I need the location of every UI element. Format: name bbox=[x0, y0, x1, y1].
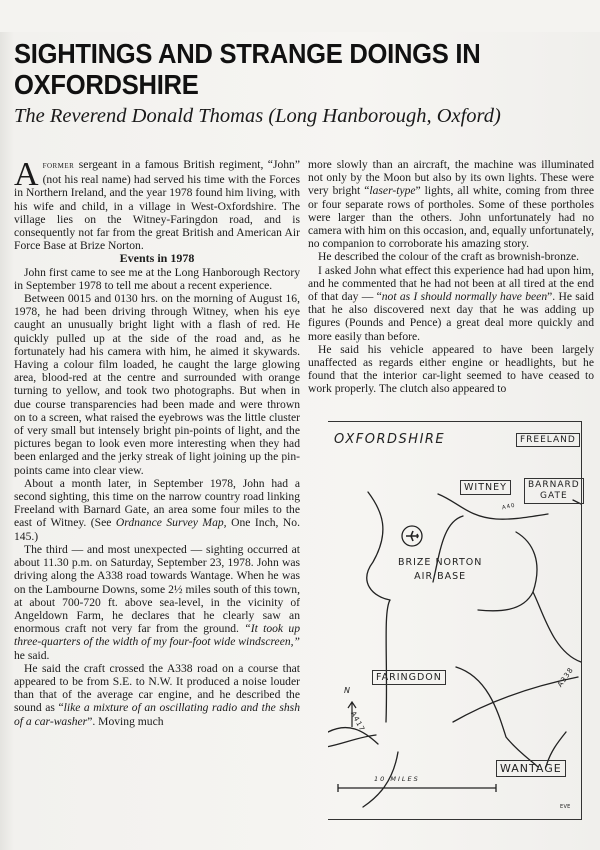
drop-cap: A bbox=[14, 156, 39, 193]
article-byline: The Reverend Donald Thomas (Long Hanborough, Oxford) bbox=[14, 105, 501, 127]
map-north-label: N bbox=[344, 686, 351, 695]
text-run: more slowly than an aircraft, the machine was illuminated not only by the Moon but also by its own lights. These were very bright “ bbox=[308, 158, 594, 198]
text-run: ”. Moving much bbox=[87, 714, 164, 728]
barnard-line-1: BARNARD bbox=[528, 480, 580, 490]
text-run: The third — and most unexpected — sighting occurred at about 11.30 p.m. on Saturday, September 23, 1978. John was driving along the A338 road towards Wantage. When he was on the Lambourne Downs, some 2½ miles south of this town, at about 700-720 ft. above sea-level, in the vicinity of Angeldown Farm, he declares that he clearly saw an enormous craft not very far from the ground. bbox=[14, 542, 300, 636]
section-heading: Events in 1978 bbox=[119, 251, 195, 266]
paragraph bbox=[308, 158, 594, 250]
map-label-barnard-gate bbox=[524, 478, 584, 504]
intro-paragraph bbox=[14, 158, 300, 252]
paragraph bbox=[14, 543, 300, 662]
brize-line-1: BRIZE NORTON bbox=[398, 557, 483, 568]
scale-bar bbox=[338, 784, 496, 792]
map-label-witney: WITNEY bbox=[460, 480, 511, 495]
paragraph: Between 0015 and 0130 hrs. on the morning of August 16, 1978, he had been driving through Witney, when his eye caught an unusually bright light with a flash of red. He quickly pulled up at the side of the road and, as he fortunately had his camera with him, he aimed it skywards. Having a colour film loaded, he caught the large glowing area, blood-red at the centre and surrounded with orange turning to yellow, and took two photographs. But when in due course transparencies had been made and were thrown on to a screen, what raised the eyebrows was the little cluster of very small but intensely bright pin-points of light, and the pictures began to look even more interesting when they had been enlarged and the jerky streak of light joining up the pin-points came into clear view. bbox=[14, 292, 300, 477]
italic-run: like a mixture of an oscillating radio and the shsh of a car-washer bbox=[14, 701, 300, 728]
map-label-brize-norton bbox=[398, 556, 482, 584]
barnard-line-2: GATE bbox=[540, 491, 568, 501]
text-run: ”. He said that he also discovered next day that he was adding up figures (Pounds and Pence) a great deal more quickly and more easily than before. bbox=[308, 290, 594, 343]
airplane-icon bbox=[402, 526, 422, 546]
map-scale-label: 10 MILES bbox=[374, 775, 420, 783]
map-label-faringdon: FARINGDON bbox=[372, 670, 446, 685]
text-run: he said. bbox=[14, 648, 50, 662]
paragraph: John first came to see me at the Long Hanborough Rectory in September 1978 to tell me about a recent experience. bbox=[14, 265, 300, 292]
text-run: One Inch, No. 145.) bbox=[14, 516, 300, 543]
text-run: I asked John what effect this experience had had upon him, and he commented that he had not been at all tired at the end of that day — “ bbox=[308, 263, 594, 304]
paragraph bbox=[308, 264, 594, 343]
article-title: SIGHTINGS AND STRANGE DOINGS IN OXFORDSHIRE bbox=[14, 38, 481, 100]
text-run: About a month later, in September 1978, John had a second sighting, this time on the narrow country road linking Freeland with Barnard Gate, an area some four miles to the east of Witney. (See bbox=[14, 476, 300, 530]
brize-line-2: AIR BASE bbox=[414, 571, 467, 582]
italic-run: “It took up three-quarters of the width of my four-foot wide windscreen,” bbox=[14, 622, 300, 649]
paragraph bbox=[14, 477, 300, 543]
paragraph bbox=[14, 662, 300, 728]
left-column bbox=[14, 158, 300, 728]
italic-run: laser-type bbox=[369, 184, 416, 198]
text-run: He said the craft crossed the A338 road on a course that appeared to be from S.E. to N.W. It produced a noise louder than that of the average car engine, and he described the sound as “ bbox=[14, 661, 300, 715]
map-road-a417: A417 bbox=[348, 710, 367, 734]
intro-text: sergeant in a famous British regiment, “John” (not his real name) had served his time with the Forces in Northern Ireland, and the year 1978 found him living, with his wife and child, in a village in West-Oxfordshire. The village lies on the Witney-Faringdon road, and is consequently not far from the great British and American Air Force Base at Brize Norton. bbox=[14, 158, 300, 253]
sketch-map bbox=[328, 421, 582, 820]
italic-run: Ordnance Survey Map, bbox=[115, 516, 227, 530]
paragraph: He said his vehicle appeared to have been largely unaffected as regards either engine or headlights, but he found that the interior car-light seemed to have ceased to work properly. The clutch also appeared to bbox=[308, 342, 594, 396]
intro-smallcaps: former bbox=[42, 161, 75, 171]
map-label-wantage: WANTAGE bbox=[496, 760, 566, 777]
map-signature: EVE bbox=[560, 804, 571, 810]
italic-run: not as I should normally have been bbox=[381, 290, 548, 304]
map-label-freeland: FREELAND bbox=[516, 433, 580, 447]
map-road-a338: A338 bbox=[556, 665, 576, 689]
map-county-label: OXFORDSHIRE bbox=[334, 432, 446, 447]
text-run: ” lights, all white, coming from three or four separate rows of portholes. Some of these portholes were larger than the others. John unfortunately had no camera with him on this occasion, and, equally unfortunately, no companion to corroborate his amazing story. bbox=[308, 184, 594, 251]
map-road-a40: A40 bbox=[501, 502, 517, 512]
right-column bbox=[308, 158, 594, 396]
paragraph: He described the colour of the craft as brownish-bronze. bbox=[318, 250, 580, 264]
